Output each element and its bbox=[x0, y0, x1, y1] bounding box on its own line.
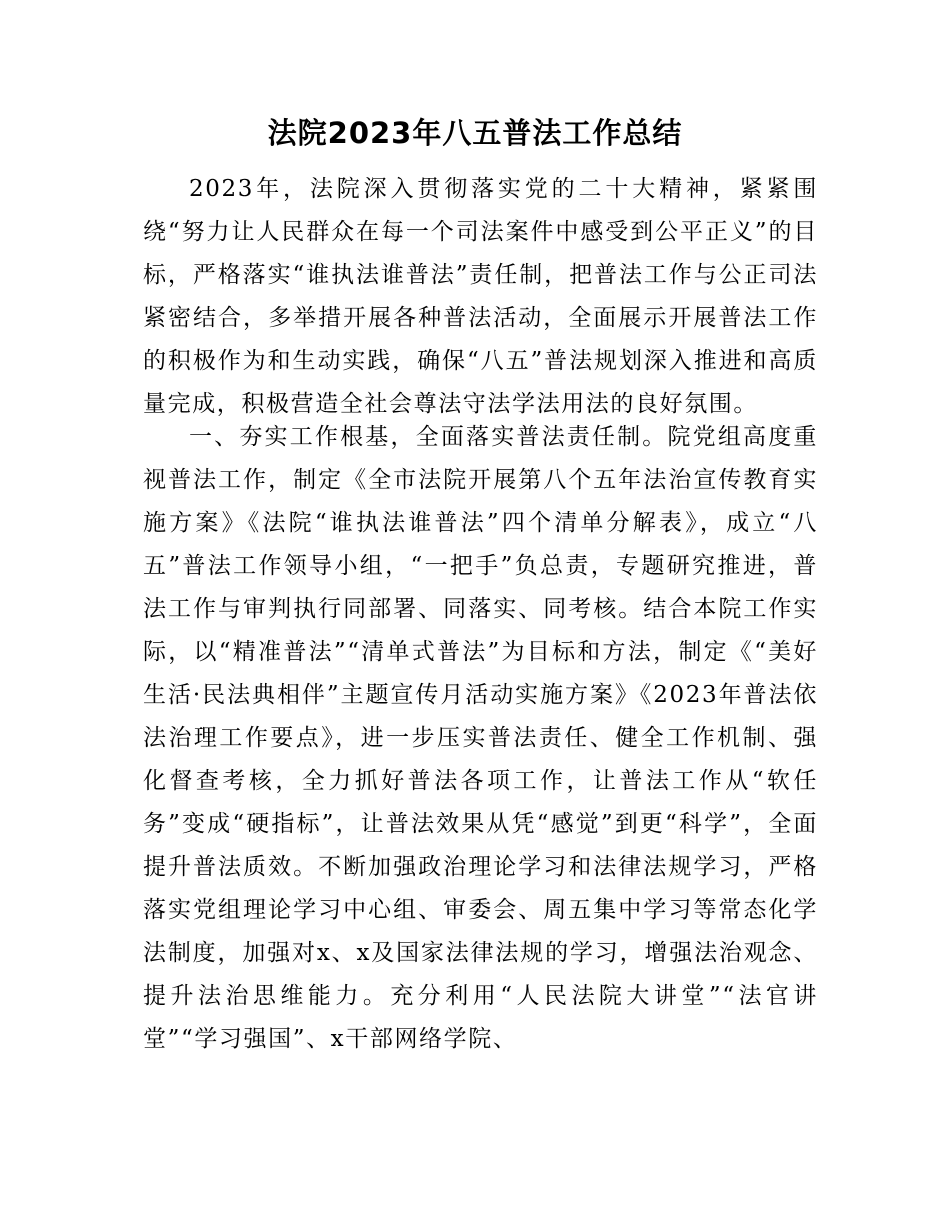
paragraph-section-one: 一、夯实工作根基，全面落实普法责任制。院党组高度重视普法工作，制定《全市法院开展第八个五年法治宣传教育实施方案》《法院“谁执法谁普法”四个清单分解表》，成立“八五”普法工作领导小组，“一把手”负总责，专题研究推进，普法工作与审判执行同部署、同落实、同考核。结合本院工作实际，以“精准普法”“清单式普法”为目标和方法，制定《“美好生活·民法典相伴”主题宣传月活动实施方案》《2023年普法依法治理工作要点》，进一步压实普法责任、健全工作机制、强化督查考核，全力抓好普法各项工作，让普法工作从“软任务”变成“硬指标”，让普法效果从凭“感觉”到更“科学”，全面提升普法质效。不断加强政治理论学习和法律法规学习，严格落实党组理论学习中心组、审委会、周五集中学习等常态化学法制度，加强对x、x及国家法律法规的学习，增强法治观念、提升法治思维能力。充分利用“人民法院大讲堂”“法官讲堂”“学习强国”、x干部网络学院、 bbox=[143, 424, 818, 1052]
document-title: 法院2023年八五普法工作总结 bbox=[267, 116, 683, 150]
paragraph-intro: 2023年，法院深入贯彻落实党的二十大精神，紧紧围绕“努力让人民群众在每一个司法案件中感受到公平正义”的目标，严格落实“谁执法谁普法”责任制，把普法工作与公正司法紧密结合，多举措开展各种普法活动，全面展示开展普法工作的积极作为和生动实践，确保“八五”普法规划深入推进和高质量完成，积极营造全社会尊法守法学法用法的良好氛围。 bbox=[143, 176, 818, 417]
